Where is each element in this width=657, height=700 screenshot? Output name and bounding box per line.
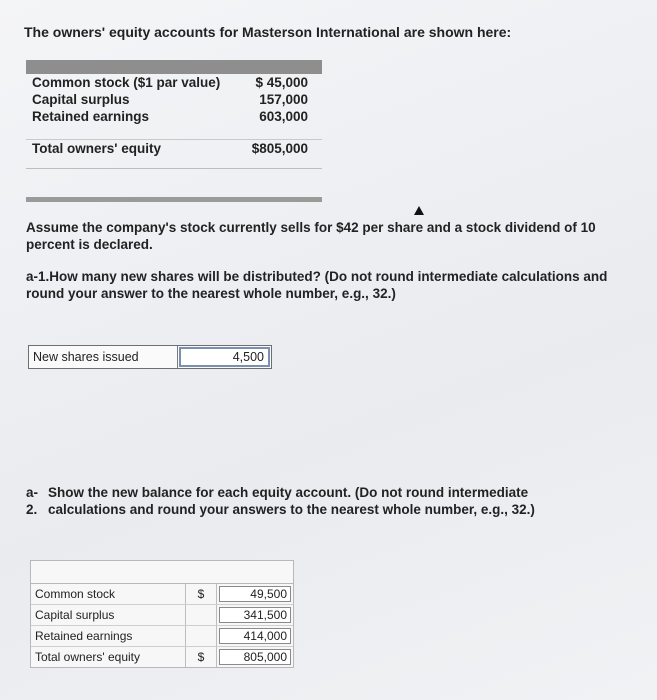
equity-total-label: Total owners' equity — [32, 141, 161, 156]
currency-symbol: $ — [186, 584, 217, 604]
question-a2-text: Show the new balance for each equity account. — [48, 485, 352, 500]
equity-value: 157,000 — [259, 92, 308, 107]
retained-earnings-input[interactable]: 414,000 — [219, 628, 291, 644]
equity-label: Retained earnings — [32, 109, 150, 124]
page-title: The owners' equity accounts for Masterson International are shown here: — [24, 24, 512, 40]
currency-symbol — [186, 626, 217, 646]
equity-row-common-stock — [26, 74, 322, 91]
mouse-pointer-icon — [414, 206, 424, 215]
equity-value: 603,000 — [259, 109, 308, 124]
equity-label: Capital surplus — [32, 92, 130, 107]
new-shares-input[interactable]: 4,500 — [179, 347, 270, 367]
row-label: Total owners' equity — [31, 647, 186, 667]
question-a2 — [26, 484, 626, 518]
equity-row-total — [26, 139, 322, 158]
question-a2-number-top: a- — [26, 485, 39, 500]
answer-a1-row — [28, 345, 272, 369]
table-row — [31, 626, 293, 647]
question-a2-number-bottom: 2. — [26, 502, 38, 517]
equity-table — [26, 60, 322, 202]
equity-label: Common stock ($1 par value) — [32, 75, 221, 90]
equity-row-capital-surplus — [26, 91, 322, 108]
question-a1-text: How many new shares will be distributed? — [49, 269, 321, 284]
currency-symbol: $ — [186, 647, 217, 667]
table-row — [31, 647, 293, 667]
row-label: Retained earnings — [31, 626, 186, 646]
equity-value: $ 45,000 — [255, 75, 308, 90]
question-a2-hint-line2: calculations and round your answers to the nearest whole number, e.g., 32.) — [48, 502, 535, 517]
row-label: Common stock — [31, 584, 186, 604]
answer-a2-table-header — [31, 561, 293, 584]
table-row — [31, 584, 293, 605]
answer-a1-label: New shares issued — [29, 346, 178, 368]
equity-table-spacer — [26, 168, 322, 191]
row-label: Capital surplus — [31, 605, 186, 625]
assumption-text: Assume the company's stock currently sells for $42 per share and a stock dividend of 10 percent is declared. — [26, 220, 596, 252]
question-a1 — [26, 268, 616, 302]
question-a1-number: a-1. — [26, 269, 50, 284]
equity-table-header — [26, 60, 322, 74]
total-equity-input[interactable]: 805,000 — [219, 649, 291, 665]
equity-total-value: $805,000 — [251, 141, 308, 156]
capital-surplus-input[interactable]: 341,500 — [219, 607, 291, 623]
question-a1-hint: (Do not round intermediate calculations and round your answer to the nearest whole number, e.g., 32.) — [26, 269, 608, 301]
equity-row-retained-earnings — [26, 108, 322, 125]
table-row — [31, 605, 293, 626]
currency-symbol — [186, 605, 217, 625]
answer-a2-table — [30, 560, 294, 668]
equity-table-footer-bar — [26, 197, 322, 202]
common-stock-input[interactable]: 49,500 — [219, 586, 291, 602]
question-a2-hint-line1: (Do not round intermediate — [354, 485, 529, 500]
